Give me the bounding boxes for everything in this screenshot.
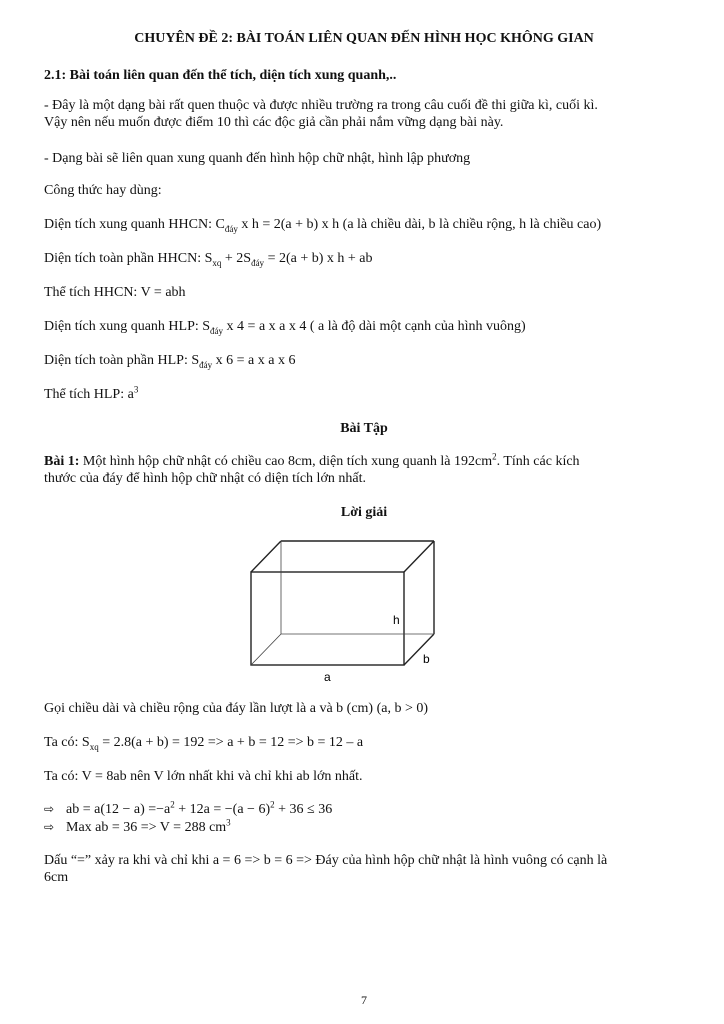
intro-paragraph-line-1: - Đây là một dạng bài rất quen thuộc và được nhiều trường ra trong câu cuối đề thi giữa kì, cuối kì. (44, 98, 598, 113)
solution-conclusion-line-2: 6cm (44, 870, 69, 885)
box-top-right-edge (404, 541, 434, 572)
solution-step-4: ⇨ ab = $a(12 - a) =-a^2 + 12a = -(a - 6)^2 + 36 \le 36$ (44, 799, 333, 817)
label-h: h (393, 613, 400, 627)
section-heading: 2.1: Bài toán liên quan đến thể tích, diện tích xung quanh,.. (44, 68, 397, 83)
problem-statement-line-1: Bài 1: Một hình hộp chữ nhật có chiều cao 8cm, diện tích xung quanh là $192cm^2$. Tính các kích (44, 451, 580, 469)
arrow-icon: ⇨ (44, 820, 55, 834)
formula-lateral-area-hhcn: Diện tích xung quanh HHCN: $C_{đáy}$ x h = 2(a + b) x h (a là chiều dài, b là chiều rộng, h là chiều cao) (44, 217, 602, 234)
box-front-face (251, 572, 404, 665)
intro-paragraph-2: - Dạng bài sẽ liên quan xung quanh đến hình hộp chữ nhật, hình lập phương (44, 151, 471, 166)
solution-step-3: Ta có: V = 8ab nên V lớn nhất khi và chỉ khi ab lớn nhất. (44, 769, 363, 784)
problem-statement-line-2: thước của đáy để hình hộp chữ nhật có diện tích lớn nhất. (44, 471, 366, 486)
page-title: CHUYÊN ĐỀ 2: BÀI TOÁN LIÊN QUAN ĐẾN HÌNH HỌC KHÔNG GIAN (134, 31, 594, 46)
formula-volume-hhcn: Thể tích HHCN: V = abh (44, 285, 186, 300)
solution-conclusion-line-1: Dấu “=” xảy ra khi và chỉ khi a = 6 => b = 6 => Đáy của hình hộp chữ nhật là hình vuông có cạnh là (44, 853, 608, 868)
formula-total-area-hlp: Diện tích toàn phần HLP: $S_{đáy}$ x 6 = a x a x 6 (44, 353, 296, 370)
page-number: 7 (361, 993, 367, 1007)
formula-volume-hlp: Thể tích HLP: $a^3$ (44, 384, 139, 402)
formula-lateral-area-hlp: Diện tích xung quanh HLP: $S_{đáy}$ x 4 = a x a x 4 ( a là độ dài một cạnh của hình vuông) (44, 319, 526, 336)
solution-step-2: Ta có: $S_{xq} = 2.8(a + b) = 192 => a + b = 12 => b = 12 - a$ (44, 735, 364, 752)
box-top-left-edge (251, 541, 281, 572)
box-diagram (244, 536, 484, 686)
label-a: a (324, 670, 331, 684)
box-hidden-depth-edge (251, 634, 281, 665)
intro-paragraph-line-2: Vậy nên nếu muốn được điểm 10 thì các độc giả cần phải nắm vững dạng bài này. (44, 115, 504, 130)
solution-step-5: ⇨ Max ab = 36 => V = 288 $cm^3$ (44, 817, 231, 835)
formula-total-area-hhcn: Diện tích toàn phần HHCN: $S_{xq} + 2S_{đáy} = 2(a + b)$ x h + ab (44, 251, 373, 268)
arrow-icon: ⇨ (44, 802, 55, 816)
solution-heading: Lời giải (340, 505, 388, 520)
formulas-heading: Công thức hay dùng: (44, 183, 162, 198)
exercise-heading: Bài Tập (340, 421, 388, 436)
label-b: b (423, 652, 430, 666)
rectangular-box-figure (244, 536, 484, 686)
solution-step-1: Gọi chiều dài và chiều rộng của đáy lần lượt là a và b (cm) (a, b > 0) (44, 701, 429, 716)
